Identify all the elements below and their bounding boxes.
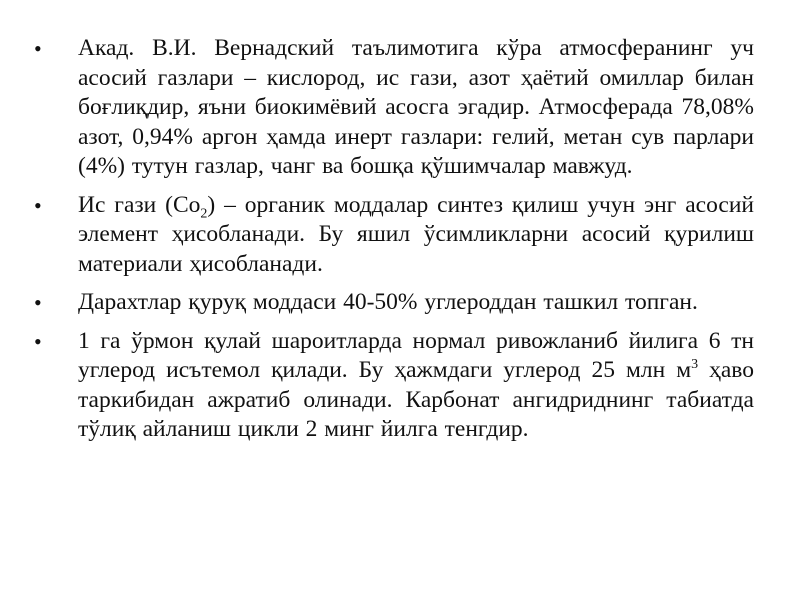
- bullet-text-segment: Акад. В.И. Вернадский таълимотига кўра атмосферанинг уч асосий газлари – кислород, ис гази, азот ҳаётий омиллар билан боғлиқдир, яъни биокимёвий асосга эгадир. Атмосферада 78,08% азот, 0,94% аргон ҳамда инерт газлари: гелий, метан сув парлари (4%) тутун газлар, чанг ва бошқа қўшимчалар мавжуд.: [78, 35, 754, 179]
- bullet-marker: •: [34, 290, 42, 315]
- bullet-text: [78, 288, 754, 318]
- bullet-text-segment: ) – органик моддалар синтез қилиш учун энг асосий элемент ҳисобланади. Бу яшил ўсимликларни асосий қурилиш материали ҳисобланади.: [78, 191, 754, 277]
- superscript-three: 3: [691, 357, 699, 373]
- bullet-item-forest-carbon: [34, 327, 754, 445]
- bullet-marker: •: [34, 36, 42, 61]
- bullet-item-carbon-dioxide: [34, 191, 754, 280]
- bullet-text-segment: Ис гази (Со: [78, 191, 201, 218]
- bullet-text-segment: 1 га ўрмон қулай шароитларда нормал ривожланиб йилига 6 тн углерод исътемол қилади. Бу ҳажмдаги углерод 25 млн м: [78, 327, 754, 383]
- bullet-text: [78, 34, 754, 182]
- bullet-text: [78, 191, 754, 280]
- bullet-text-segment: Дарахтлар қуруқ моддаси 40-50% углероддан ташкил топган.: [78, 289, 698, 315]
- bullet-marker: •: [34, 192, 42, 218]
- bullet-text: [78, 327, 754, 445]
- bullet-marker: •: [34, 328, 42, 354]
- subscript-two: 2: [200, 206, 208, 222]
- bullet-list: [34, 34, 754, 454]
- bullet-item-tree-carbon: [34, 288, 754, 318]
- bullet-item-oxygen-nitrogen: [34, 34, 754, 182]
- bullet-text-segment: ҳаво таркибидан ажратиб олинади. Карбонат ангидриднинг табиатда тўлиқ айланиш цикли 2 минг йилга тенгдир.: [78, 357, 754, 442]
